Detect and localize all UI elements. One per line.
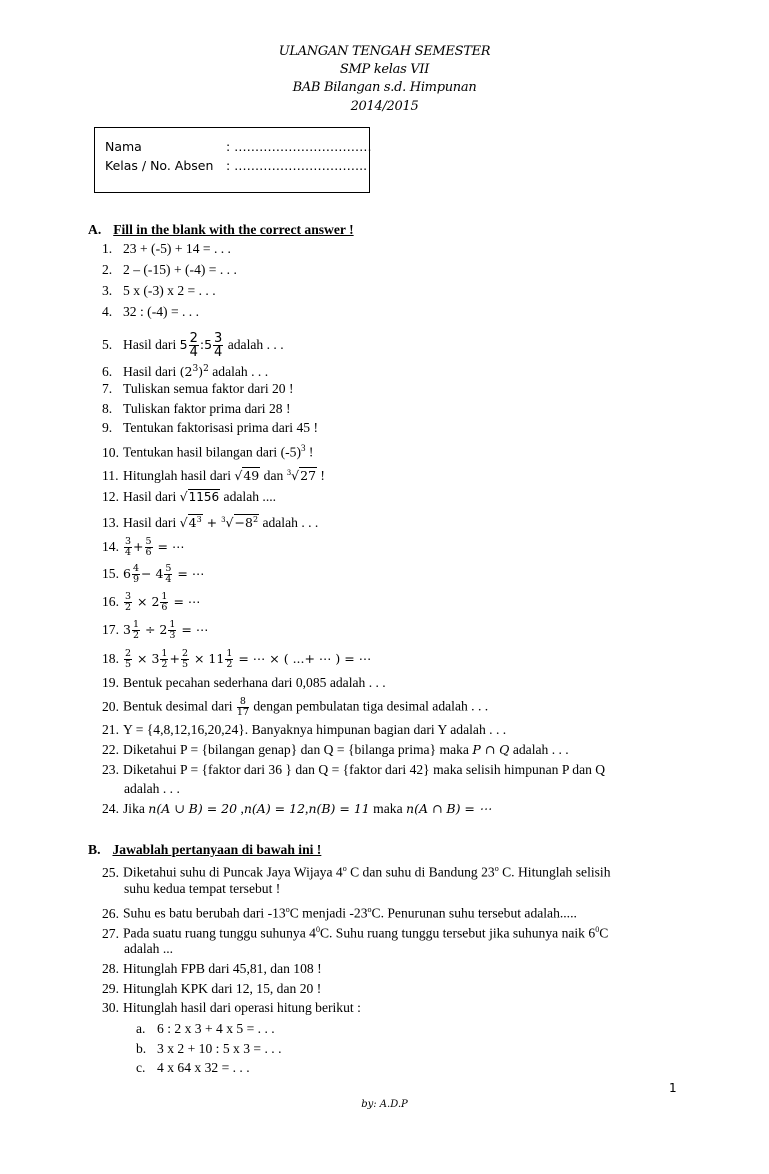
q11-root-1: √49 <box>234 468 260 484</box>
q20-fraction: $\frac{8}{17}$ <box>236 696 249 718</box>
question-number: 11. <box>102 468 119 484</box>
question-number: 16. <box>102 594 119 609</box>
question-number: 15. <box>102 566 119 581</box>
question-28 <box>102 961 322 977</box>
q15-expression: 6 $\frac{4}{9}$ − 4 $\frac{5}{4}$ = ⋯ <box>123 563 205 585</box>
question-27-continuation: adalah ... <box>124 941 174 956</box>
question-text: Tentukan faktorisasi prima dari 45 ! <box>123 420 318 435</box>
question-11 <box>102 465 325 484</box>
q24-expression-2: n(A) = 12 <box>243 801 306 816</box>
question-number: 1. <box>102 241 113 256</box>
section-b-letter: B. <box>88 842 101 857</box>
q12-root: √1156 <box>179 489 220 504</box>
question-15 <box>102 564 204 585</box>
question-text: Bentuk pecahan sederhana dari 0,085 adalah . . . <box>123 675 386 690</box>
q6-expression: $(2^3)^2$ <box>179 364 209 380</box>
q24-expression-3: n(B) = 11 <box>308 801 370 816</box>
question-22 <box>102 742 569 758</box>
question-text: Bentuk desimal dari <box>123 698 236 714</box>
question-text: Hitunglah hasil dari <box>123 468 235 484</box>
page-number: 1 <box>669 1081 677 1095</box>
question-25-continuation: suhu kedua tempat tersebut ! <box>124 881 281 896</box>
section-a-letter: A. <box>88 222 102 237</box>
question-text: Diketahui P = {faktor dari 36 } dan Q = {faktor dari 42} maka selisih himpunan P dan Q <box>123 762 606 777</box>
question-30-b: b. 3 x 2 + 10 : 5 x 3 = . . . <box>136 1041 282 1056</box>
question-30-a: a. 6 : 2 x 3 + 4 x 5 = . . . <box>136 1021 275 1036</box>
question-number: 9. <box>102 420 113 435</box>
question-16 <box>102 592 200 613</box>
question-number: 27. <box>102 925 119 941</box>
question-25: 25. Diketahui suhu di Puncak Jaya Wijaya 4$^o$ C dan suhu di Bandung 23$^o$ C. Hitunglah selisih <box>102 864 611 880</box>
question-26: 26. Suhu es batu berubah dari -13$^o$C menjadi -23$^o$C. Penurunan suhu tersebut adalah..... <box>102 905 577 921</box>
section-a-title: Fill in the blank with the correct answer ! <box>113 222 354 237</box>
question-number: 17. <box>102 622 119 637</box>
question-number: 22. <box>102 742 119 757</box>
class-label: Kelas / No. Absen <box>105 158 214 173</box>
question-text: Hasil dari <box>123 489 180 504</box>
q24-expression-1: n(A ∪ B) = 20 <box>148 801 238 816</box>
question-text: Hitunglah FPB dari 45,81, dan 108 ! <box>123 961 322 976</box>
question-5 <box>102 332 284 359</box>
question-8 <box>102 401 291 417</box>
question-text-tail: ! <box>305 444 314 460</box>
question-number: 13. <box>102 515 119 531</box>
question-number: 10. <box>102 444 119 460</box>
question-6 <box>102 361 268 380</box>
question-number: 19. <box>102 675 119 690</box>
question-text: Y = {4,8,12,16,20,24}. Banyaknya himpunan bagian dari Y adalah . . . <box>123 722 507 737</box>
name-blank[interactable]: : …………………………… <box>226 139 372 154</box>
question-text-tail: adalah . . . <box>224 337 284 352</box>
question-number: 6. <box>102 364 113 380</box>
question-text: Hasil dari <box>123 337 180 352</box>
question-number: 24. <box>102 801 119 816</box>
question-text: 23 + (-5) + 14 = . . . <box>123 241 231 256</box>
question-text: Hitunglah hasil dari operasi hitung berikut : <box>123 1000 361 1015</box>
question-text: Tuliskan semua faktor dari 20 ! <box>123 381 294 396</box>
question-9 <box>102 420 318 436</box>
question-27: 27. Pada suatu ruang tunggu suhunya $4^0C$. Suhu ruang tunggu tersebut jika suhunya naik $6^0C$ <box>102 925 609 941</box>
question-text: Hasil dari <box>123 515 180 531</box>
question-1 <box>102 241 231 257</box>
question-29 <box>102 981 321 997</box>
question-number: 23. <box>102 762 119 777</box>
question-10 <box>102 440 313 461</box>
exam-class: SMP kelas VII <box>339 62 430 77</box>
question-text-tail: adalah . . . <box>259 515 319 531</box>
question-number: 7. <box>102 381 113 396</box>
question-7 <box>102 381 294 397</box>
section-b-heading <box>88 842 321 858</box>
question-14 <box>102 537 185 558</box>
student-identity-box <box>94 127 370 193</box>
exam-title: ULANGAN TENGAH SEMESTER <box>278 44 491 59</box>
q18-expression: $\frac{2}{5}$ × 3 $\frac{1}{2}$ + $\frac{2}{5}$ × 11 $\frac{1}{2}$ = ⋯ × ( ...+ ⋯ ) = ⋯ <box>125 648 372 670</box>
question-12 <box>102 489 276 505</box>
question-number: 4. <box>102 304 113 319</box>
question-text: 32 : (-4) = . . . <box>123 304 200 319</box>
question-number: 20. <box>102 698 119 714</box>
question-text: Diketahui P = {bilangan genap} dan Q = {bilanga prima} maka <box>123 742 473 757</box>
question-13 <box>102 512 318 531</box>
question-number: 14. <box>102 539 119 554</box>
question-number: 5. <box>102 337 113 352</box>
question-number: 18. <box>102 651 119 666</box>
question-number: 29. <box>102 981 119 996</box>
question-21 <box>102 722 506 738</box>
name-row <box>105 139 372 154</box>
question-24: 24. Jika n(A ∪ B) = 20 ,n(A) = 12,n(B) = 11 maka n(A ∩ B) = ⋯ <box>102 801 492 816</box>
question-text-mid: dan <box>260 468 287 484</box>
question-text-tail: adalah .... <box>220 489 277 504</box>
question-number: 30. <box>102 1000 119 1015</box>
q13-expression: $√4^3 + ^3√-8^2$ <box>179 515 259 531</box>
question-text: Tentukan hasil bilangan dari (-5) <box>123 444 301 460</box>
question-text-tail: adalah . . . <box>509 742 569 757</box>
exponent: 3 <box>300 443 306 453</box>
author-footer: by: A.D.P <box>361 1099 408 1110</box>
q22-expression: P ∩ Q <box>472 742 510 757</box>
q14-expression: $\frac{3}{4}$ + $\frac{5}{6}$ = ⋯ <box>125 536 185 558</box>
question-number: 28. <box>102 961 119 976</box>
exam-year: 2014/2015 <box>350 99 419 114</box>
question-30 <box>102 1000 361 1016</box>
section-a-heading <box>88 222 354 238</box>
question-number: 26. <box>102 905 119 921</box>
question-text-tail: ! <box>317 468 325 484</box>
question-18 <box>102 649 371 670</box>
question-3 <box>102 283 216 299</box>
question-text-tail: adalah . . . <box>208 364 269 380</box>
question-number: 3. <box>102 283 113 298</box>
question-text: Jika <box>123 801 149 816</box>
question-20 <box>102 697 488 718</box>
class-row <box>105 158 367 173</box>
question-number: 12. <box>102 489 119 504</box>
question-number: 21. <box>102 722 119 737</box>
q5-expression: 5 $\frac{2}{4}$ :5 $\frac{3}{4}$ <box>179 331 223 360</box>
question-23 <box>102 762 605 778</box>
question-text-tail: dengan pembulatan tiga desimal adalah . . . <box>249 698 489 714</box>
class-blank[interactable]: : ………………………….. <box>226 158 368 173</box>
q11-root-2: $^3$√27 <box>286 468 317 484</box>
question-number: 2. <box>102 262 113 277</box>
question-19 <box>102 675 386 691</box>
exam-topic: BAB Bilangan s.d. Himpunan <box>292 80 477 95</box>
question-23-continuation: adalah . . . <box>124 781 180 796</box>
name-label: Nama <box>105 139 142 154</box>
question-30-c: c. 4 x 64 x 32 = . . . <box>136 1060 250 1075</box>
question-text: Hasil dari <box>123 364 180 380</box>
question-4 <box>102 304 199 320</box>
q17-expression: 3 $\frac{1}{2}$ ÷ 2 $\frac{1}{3}$ = ⋯ <box>123 619 209 641</box>
q24-expression-4: n(A ∩ B) = ⋯ <box>406 801 492 816</box>
question-number: 8. <box>102 401 113 416</box>
section-b-title: Jawablah pertanyaan di bawah ini ! <box>112 842 322 857</box>
question-number: 25. <box>102 864 119 880</box>
q16-expression: $\frac{3}{2}$ × 2 $\frac{1}{6}$ = ⋯ <box>125 591 201 613</box>
question-text: 2 – (-15) + (-4) = . . . <box>123 262 237 277</box>
question-text: Hitunglah KPK dari 12, 15, dan 20 ! <box>123 981 322 996</box>
question-17 <box>102 620 208 641</box>
question-text: Tuliskan faktor prima dari 28 ! <box>123 401 291 416</box>
question-text: 5 x (-3) x 2 = . . . <box>123 283 216 298</box>
question-2 <box>102 262 237 278</box>
